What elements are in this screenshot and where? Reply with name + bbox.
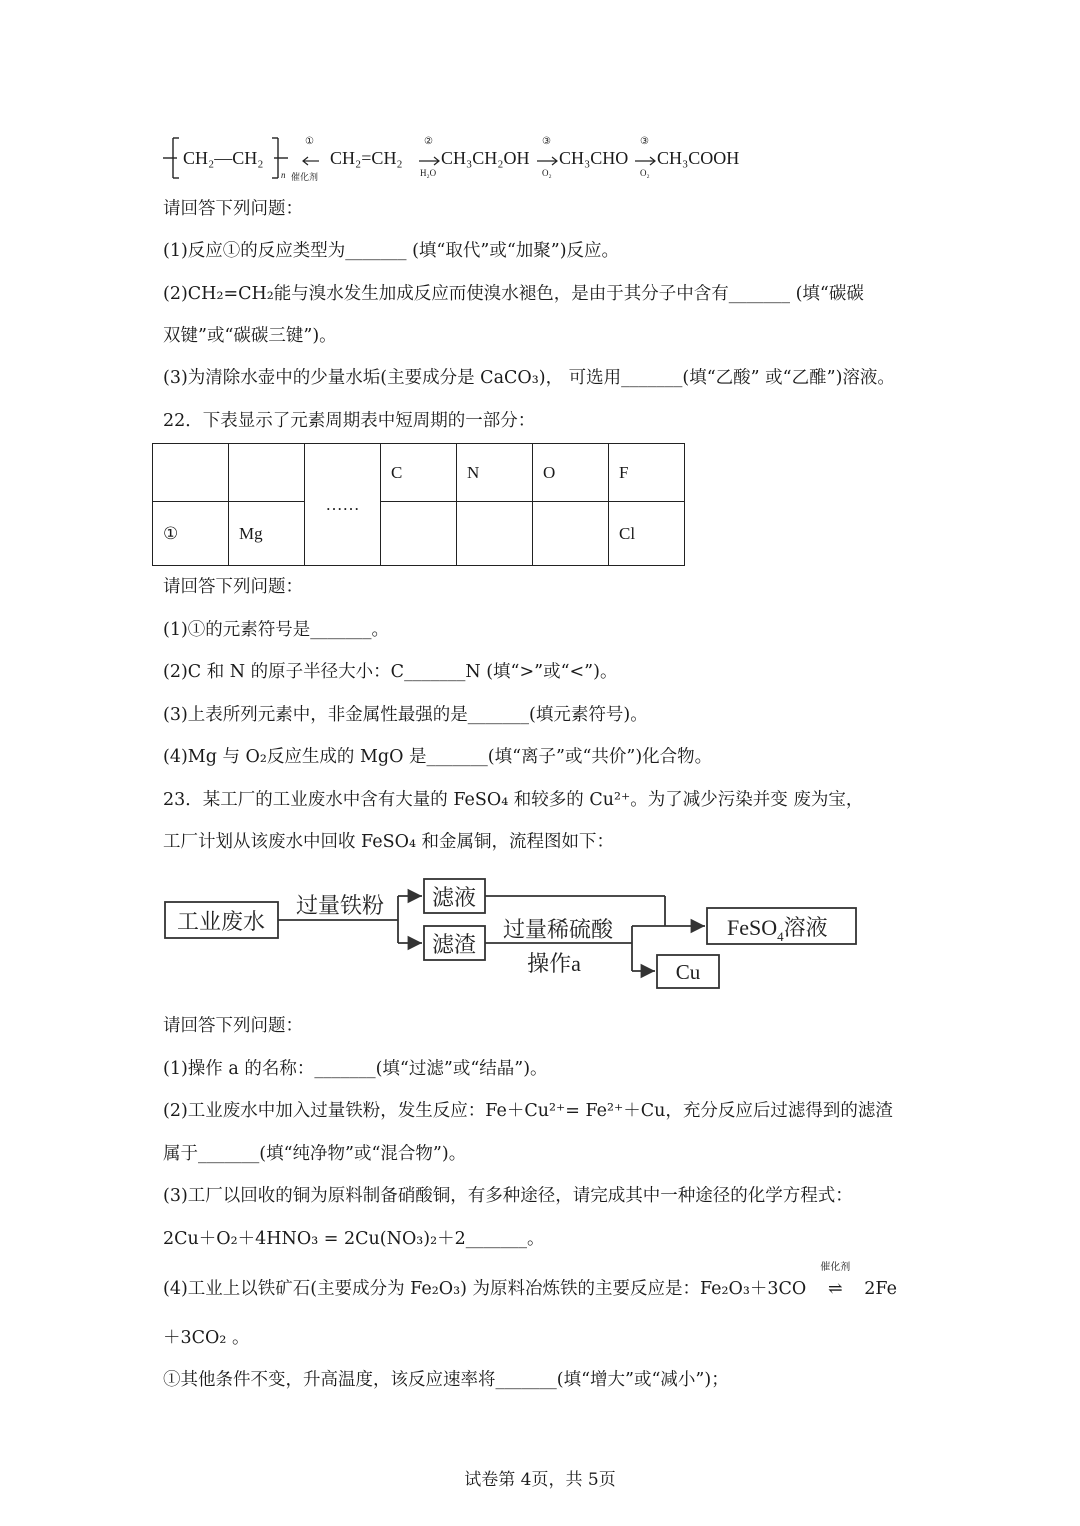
q23-part-2-line-2: 属于_______(填“纯净物”或“混合物”)。 xyxy=(163,1144,467,1164)
q21-part-2-line-2: 双键”或“碳碳三键”)。 xyxy=(163,326,337,346)
table-cell: C xyxy=(381,444,457,502)
catalyst-condition: 催化剂 xyxy=(820,1262,851,1273)
q22-prompt: 请回答下列问题： xyxy=(163,577,303,597)
q23-part-3-line-1: (3)工厂以回收的铜为原料制备硝酸铜，有多种途径，请完成其中一种途径的化学方程式： xyxy=(163,1186,853,1206)
q23-title-line-2: 工厂计划从该废水中回收 FeSO₄ 和金属铜，流程图如下： xyxy=(163,832,615,852)
cu-label: Cu xyxy=(675,960,701,984)
q21-part-3: (3)为清除水壶中的少量水垢(主要成分是 CaCO₃)， 可选用_______(填“乙酸” 或“乙醀”)溶液。 xyxy=(163,368,895,388)
table-cell: Cl xyxy=(609,502,685,566)
residue-label: 滤渣 xyxy=(431,932,477,957)
table-cell: ① xyxy=(153,502,229,566)
q23-part-2-line-1: (2)工业废水中加入过量铁粉，发生反应：Fe＋Cu²⁺= Fe²⁺＋Cu，充分反应后过滤得到的滤渣 xyxy=(163,1101,893,1121)
q23-part-4-line-2: ＋3CO₂ 。 xyxy=(163,1328,250,1348)
table-row xyxy=(153,444,685,502)
table-cell-ellipsis: …… xyxy=(305,444,381,566)
polymer-n: n xyxy=(281,170,286,180)
q22-part-1: (1)①的元素符号是_______。 xyxy=(163,620,390,640)
q23-part-4-line-1 xyxy=(163,1262,897,1301)
wastewater-label: 工业废水 xyxy=(176,909,266,934)
table-cell xyxy=(229,444,305,502)
q21-prompt: 请回答下列问题： xyxy=(163,199,303,219)
polymer-formula: CH₂—CH₂ xyxy=(183,148,264,168)
filtrate-label: 滤液 xyxy=(431,885,477,910)
q22-part-3: (3)上表所列元素中，非金属性最强的是_______(填元素符号)。 xyxy=(163,705,648,725)
operation-a-label: 操作a xyxy=(527,951,581,976)
q23-part-1: (1)操作 a 的名称：_______(填“过滤”或“结晶”)。 xyxy=(163,1059,548,1079)
q21-part-2-line-1: (2)CH₂=CH₂能与溴水发生加成反应而使溴水褪色，是由于其分子中含有_______ (填“碳碳 xyxy=(163,284,864,304)
equilibrium-arrow xyxy=(812,1262,858,1301)
table-row xyxy=(153,502,685,566)
acetic-acid-formula: CH₃COOH xyxy=(657,148,740,168)
table-cell xyxy=(381,502,457,566)
acetaldehyde-formula: CH₃CHO xyxy=(559,148,629,168)
q21-part-1: (1)反应①的反应类型为_______ (填“取代”或“加聚”)反应。 xyxy=(163,241,620,261)
q23-part-4-product: 2Fe xyxy=(864,1279,897,1299)
q23-part-4-sub-1: ①其他条件不变，升高温度，该反应速率将_______(填“增大”或“减小”)； xyxy=(163,1370,729,1390)
step-2-condition: H₂O xyxy=(420,168,437,178)
table-cell xyxy=(457,502,533,566)
q23-prompt: 请回答下列问题： xyxy=(163,1016,303,1036)
step-1-number: ① xyxy=(305,136,314,147)
table-cell xyxy=(533,502,609,566)
ethylene-formula: CH₂=CH₂ xyxy=(330,148,403,168)
q23-title-line-1: 23．某工厂的工业废水中含有大量的 FeSO₄ 和较多的 Cu²⁺。为了减少污染并变 废为宝， xyxy=(163,790,864,810)
page-footer: 试卷第 4页，共 5页 xyxy=(464,1470,616,1490)
q23-part-4-text: (4)工业上以铁矿石(主要成分为 Fe₂O₃) 为原料冶炼铁的主要反应是：Fe₂O₃＋3CO xyxy=(163,1279,807,1299)
periodic-table-fragment xyxy=(152,443,685,566)
table-cell: O xyxy=(533,444,609,502)
feso4-label: FeSO$_4$溶液 xyxy=(727,915,828,944)
table-cell: F xyxy=(609,444,685,502)
step-3-number: ③ xyxy=(542,136,551,147)
step-1-condition: 催化剂 xyxy=(291,172,319,182)
dilute-acid-label: 过量稀硫酸 xyxy=(502,917,614,942)
q22-title: 22．下表显示了元素周期表中短周期的一部分： xyxy=(163,411,536,431)
step-3-condition: O₂ xyxy=(542,168,552,178)
step-4-number: ③ xyxy=(640,136,649,147)
reaction-scheme xyxy=(163,132,783,188)
q23-part-3-equation: 2Cu＋O₂＋4HNO₃ = 2Cu(NO₃)₂＋2_______。 xyxy=(163,1229,545,1249)
step-4-condition: O₂ xyxy=(640,168,650,178)
iron-powder-label: 过量铁粉 xyxy=(295,893,385,918)
ethanol-formula: CH₃CH₂OH xyxy=(441,148,530,168)
table-cell: Mg xyxy=(229,502,305,566)
step-2-number: ② xyxy=(424,136,433,147)
q22-part-2: (2)C 和 N 的原子半径大小：C_______N (填“>”或“<”)。 xyxy=(163,662,618,682)
q22-part-4: (4)Mg 与 O₂反应生成的 MgO 是_______(填“离子”或“共价”)化合物。 xyxy=(163,747,713,767)
process-flowchart xyxy=(160,875,880,995)
table-cell xyxy=(153,444,229,502)
table-cell: N xyxy=(457,444,533,502)
equilibrium-arrow-icon: ⇌ xyxy=(827,1279,843,1299)
